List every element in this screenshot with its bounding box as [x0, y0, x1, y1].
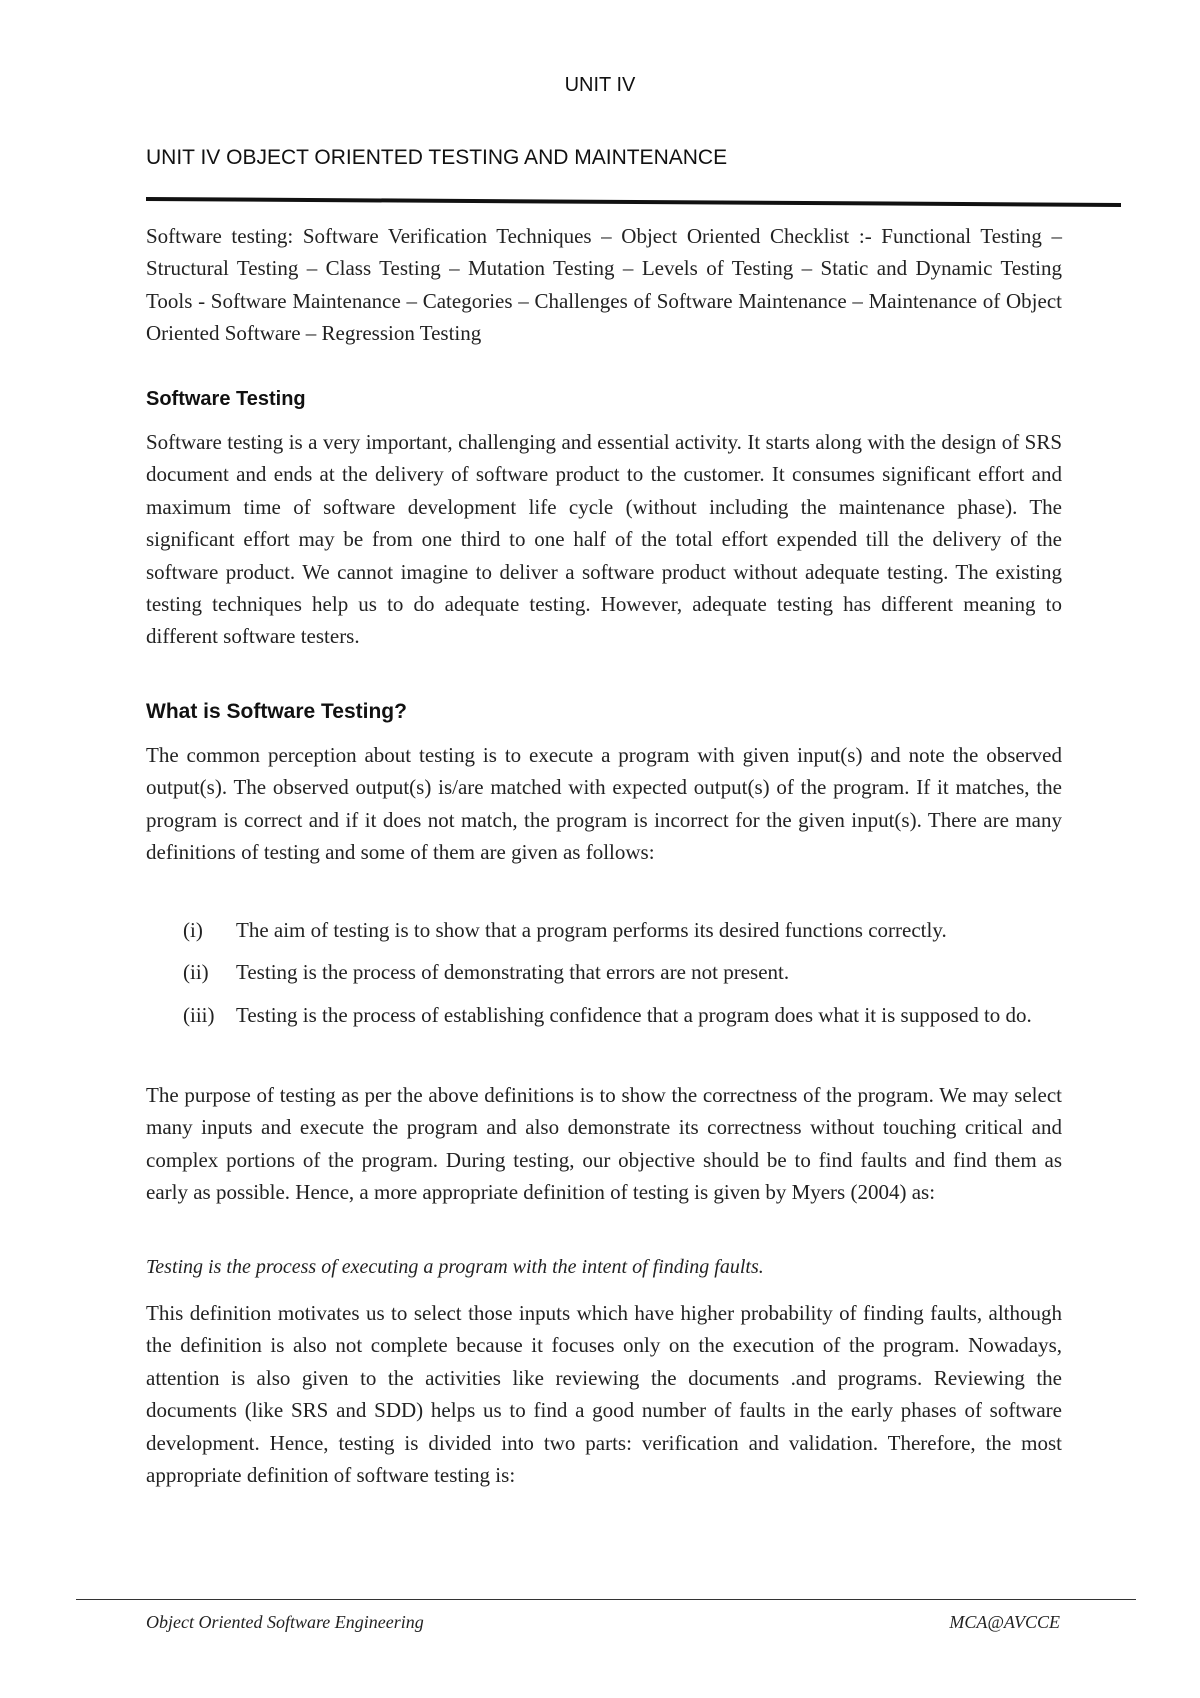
list-item-text: The aim of testing is to show that a program performs its desired functions correctly.	[236, 918, 947, 942]
section-heading-what-is-testing: What is Software Testing?	[146, 700, 407, 723]
unit-title: UNIT IV OBJECT ORIENTED TESTING AND MAINTENANCE	[146, 146, 728, 169]
software-testing-paragraph: Software testing is a very important, challenging and essential activity. It starts along with the design of SRS document and ends at the delivery of software product to the customer. It consumes significant effort and maximum time of software development life cycle (without including the maintenance phase). The significant effort may be from one third to one half of the total effort expended till the delivery of the software product. We cannot imagine to deliver a software product without adequate testing. The existing testing techniques help us to do adequate testing. However, adequate testing has different meaning to different software testers.	[146, 430, 1062, 649]
list-item-number: (i)	[183, 918, 203, 942]
perception-block	[146, 739, 1062, 869]
title-rule	[146, 197, 1121, 207]
list-item-number: (ii)	[183, 960, 209, 985]
syllabus-block	[146, 220, 1062, 350]
list-item-number: (iii)	[183, 1002, 215, 1027]
syllabus-text: Software testing: Software Verification Techniques – Object Oriented Checklist :- Functional Testing – Structural Testing – Class Testing – Mutation Testing – Levels of Testing – Static and Dynamic Testing Tools - Software Maintenance – Categories – Challenges of Software Maintenance – Maintenance of Object Oriented Software – Regression Testing	[146, 224, 1062, 346]
list-item	[146, 914, 1062, 946]
purpose-block	[146, 1079, 1062, 1209]
software-testing-body	[146, 426, 1062, 653]
footer-course-title: Object Oriented Software Engineering	[146, 1612, 424, 1632]
purpose-paragraph: The purpose of testing as per the above definitions is to show the correctness of the program. We may select many inputs and execute the program and also demonstrate its correctness without touching critical and complex portions of the program. During testing, our objective should be to find faults and find them as early as possible. Hence, a more appropriate definition of testing is given by Myers (2004) as:	[146, 1083, 1062, 1205]
footer-rule	[76, 1599, 1136, 1600]
list-item-text: Testing is the process of establishing confidence that a program does what it is supposed to do.	[236, 1002, 1032, 1027]
list-item	[146, 999, 1062, 1031]
section-heading-software-testing: Software Testing	[146, 388, 306, 410]
perception-paragraph: The common perception about testing is to execute a program with given input(s) and note the observed output(s). The observed output(s) is/are matched with expected output(s) of the program. If it matches, the program is correct and if it does not match, the program is incorrect for the given input(s). There are many definitions of testing and some of them are given as follows:	[146, 743, 1062, 865]
footer-department: MCA@AVCCE	[949, 1612, 1060, 1632]
list-item	[146, 956, 1062, 988]
definitions-list	[146, 914, 1062, 1031]
unit-header: UNIT IV	[564, 74, 636, 96]
motivation-block	[146, 1297, 1062, 1491]
list-item-text: Testing is the process of demonstrating that errors are not present.	[236, 960, 790, 985]
motivation-paragraph: This definition motivates us to select those inputs which have higher probability of finding faults, although the definition is also not complete because it focuses only on the execution of the program. Nowadays, attention is also given to the activities like reviewing the documents .and programs. Reviewing the documents (like SRS and SDD) helps us to find a good number of faults in the early phases of software development. Hence, testing is divided into two parts: verification and validation. Therefore, the most appropriate definition of software testing is:	[146, 1301, 1062, 1488]
myers-definition: Testing is the process of executing a program with the intent of finding faults.	[146, 1256, 764, 1278]
